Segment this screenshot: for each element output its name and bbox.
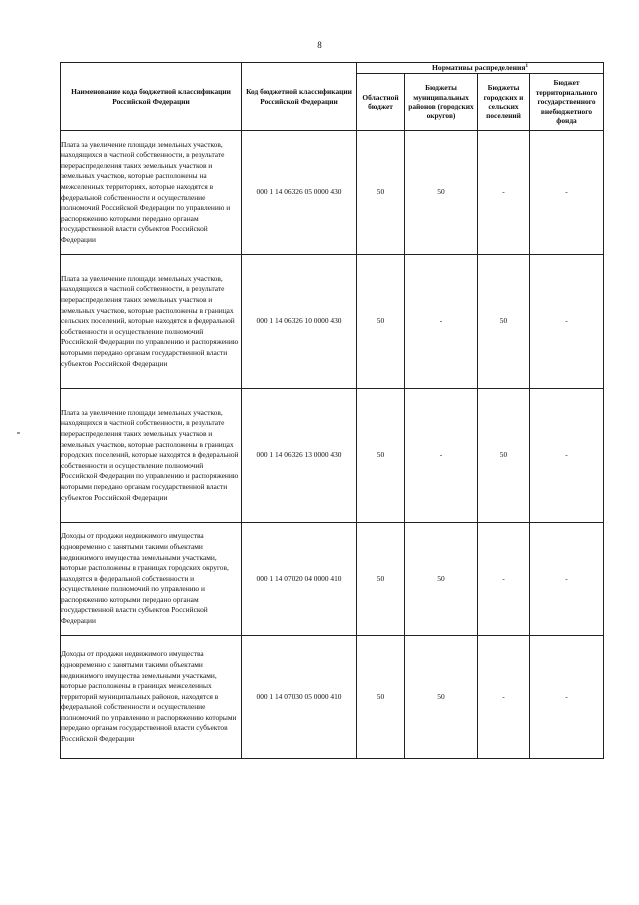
row-name: Плата за увеличение площади земельных участков, находящихся в частной собственности, в результате перераспределения таких земельных участков и земельных участков, которые расположены на межселенных территориях, которые находятся в федеральной собственности и осуществление полномочий Российской Федерации по управлению и распоряжению которыми передано органам государственной власти субъектов Российской Федерации: [61, 131, 242, 255]
row-settlements-value: -: [478, 131, 530, 255]
budget-distribution-table: [60, 62, 604, 759]
row-municipal-value: 50: [405, 636, 478, 759]
table-row: [61, 255, 604, 389]
header-regional-budget: Областной бюджет: [357, 74, 405, 131]
row-settlements-value: 50: [478, 389, 530, 523]
row-settlements-value: 50: [478, 255, 530, 389]
row-fund-value: -: [530, 255, 604, 389]
header-norms-label: Нормативы распределения: [432, 63, 526, 73]
row-regional-value: 50: [357, 255, 405, 389]
header-norms-group: [357, 63, 604, 74]
row-code: 000 1 14 06326 13 0000 430: [242, 389, 357, 523]
row-code: 000 1 14 07030 05 0000 410: [242, 636, 357, 759]
row-settlements-value: -: [478, 523, 530, 636]
row-settlements-value: -: [478, 636, 530, 759]
header-municipal-budgets: Бюджеты муниципальных районов (городских округов): [405, 74, 478, 131]
row-municipal-value: -: [405, 255, 478, 389]
row-fund-value: -: [530, 389, 604, 523]
row-regional-value: 50: [357, 636, 405, 759]
header-name-column: Наименование кода бюджетной классификации Российской Федерации: [61, 63, 242, 131]
row-name: Плата за увеличение площади земельных участков, находящихся в частной собственности, в результате перераспределения таких земельных участков и земельных участков, которые расположены в границах городских поселений, которые находятся в федеральной собственности и осуществление полномочий Российской Федерации по управлению и распоряжению которыми передано органам государственной власти субъектов Российской Федерации: [61, 389, 242, 523]
row-fund-value: -: [530, 636, 604, 759]
row-municipal-value: -: [405, 389, 478, 523]
row-fund-value: -: [530, 131, 604, 255]
table-row: [61, 523, 604, 636]
row-name: Доходы от продажи недвижимого имущества одновременно с занятыми такими объектами недвижимого имущества земельными участками, которые расположены в границах межселенных территорий муниципальных районов, находятся в федеральной собственности и осуществление полномочий по управлению и распоряжению которыми передано органам государственной власти субъектов Российской Федерации: [61, 636, 242, 759]
row-code: 000 1 14 07020 04 0000 410: [242, 523, 357, 636]
header-settlement-budgets: Бюджеты городских и сельских поселений: [478, 74, 530, 131]
header-code-column: Код бюджетной классификации Российской Федерации: [242, 63, 357, 131]
row-regional-value: 50: [357, 389, 405, 523]
row-code: 000 1 14 06326 10 0000 430: [242, 255, 357, 389]
header-territorial-fund-budget: Бюджет территориального государственного внебюджетного фонда: [530, 74, 604, 131]
row-fund-value: -: [530, 523, 604, 636]
table-row: [61, 636, 604, 759]
row-name: Доходы от продажи недвижимого имущества одновременно с занятыми такими объектами недвижимого имущества земельными участками, которые расположены в границах городских округов, находятся в федеральной собственности и осуществление полномочий по управлению и распоряжению которыми передано органам государственной власти субъектов Российской Федерации: [61, 523, 242, 636]
norms-footnote-marker: 1: [525, 64, 529, 70]
row-regional-value: 50: [357, 131, 405, 255]
row-regional-value: 50: [357, 523, 405, 636]
row-code: 000 1 14 06326 05 0000 430: [242, 131, 357, 255]
page-number: 8: [317, 40, 322, 50]
scan-edge-mark: [17, 432, 20, 434]
table-row: [61, 389, 604, 523]
row-municipal-value: 50: [405, 131, 478, 255]
row-name: Плата за увеличение площади земельных участков, находящихся в частной собственности, в результате перераспределения таких земельных участков и земельных участков, которые расположены в границах сельских поселений, которые находятся в федеральной собственности и осуществление полномочий Российской Федерации по управлению и распоряжению которыми передано органам государственной власти субъектов Российской Федерации: [61, 255, 242, 389]
row-municipal-value: 50: [405, 523, 478, 636]
table-row: [61, 131, 604, 255]
